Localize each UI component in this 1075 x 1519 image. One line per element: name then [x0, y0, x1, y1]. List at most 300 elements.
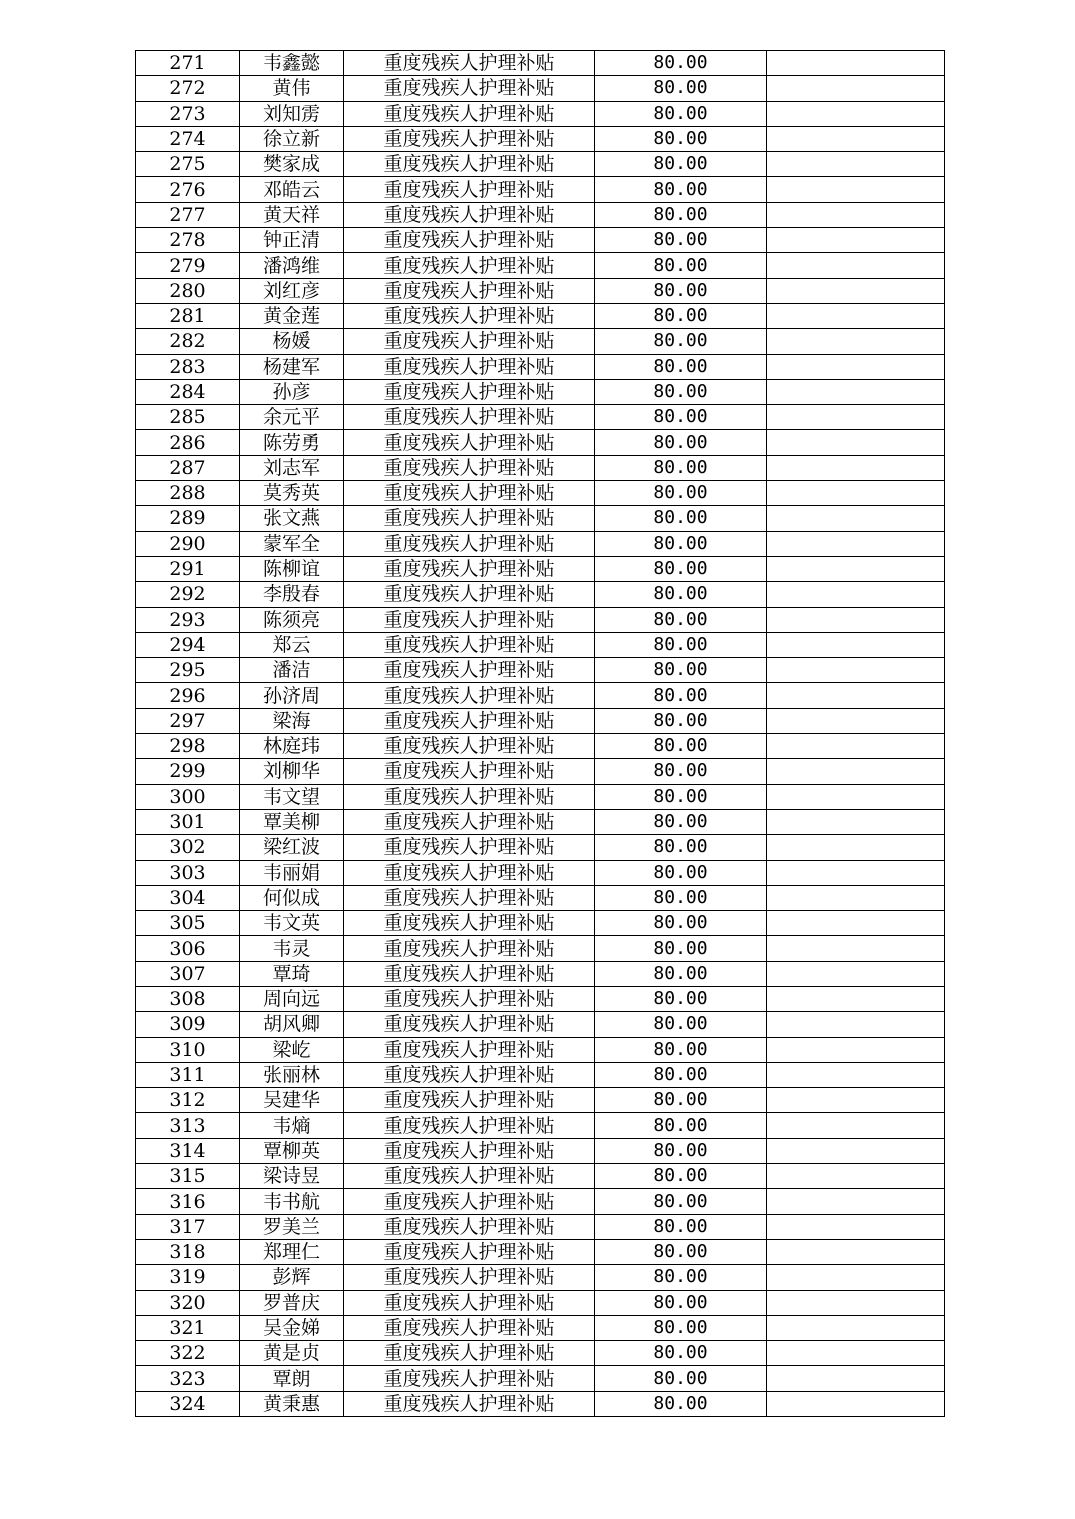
subsidy-type-cell: 重度残疾人护理补贴	[344, 126, 595, 151]
subsidy-type-cell: 重度残疾人护理补贴	[344, 506, 595, 531]
remarks-cell	[767, 152, 945, 177]
subsidy-type-cell: 重度残疾人护理补贴	[344, 253, 595, 278]
remarks-cell	[767, 986, 945, 1011]
amount-cell: 80.00	[595, 1164, 767, 1189]
row-number-cell: 272	[136, 76, 240, 101]
recipient-name-cell: 刘红彦	[240, 278, 344, 303]
row-number-cell: 280	[136, 278, 240, 303]
recipient-name-cell: 樊家成	[240, 152, 344, 177]
recipient-name-cell: 韦文望	[240, 784, 344, 809]
recipient-name-cell: 潘洁	[240, 658, 344, 683]
row-number-cell: 308	[136, 986, 240, 1011]
remarks-cell	[767, 734, 945, 759]
table-row	[136, 354, 945, 379]
table-row	[136, 1189, 945, 1214]
amount-cell: 80.00	[595, 885, 767, 910]
recipient-name-cell: 林庭玮	[240, 734, 344, 759]
amount-cell: 80.00	[595, 1012, 767, 1037]
recipient-name-cell: 周向远	[240, 986, 344, 1011]
subsidy-type-cell: 重度残疾人护理补贴	[344, 303, 595, 328]
row-number-cell: 274	[136, 126, 240, 151]
amount-cell: 80.00	[595, 759, 767, 784]
amount-cell: 80.00	[595, 1062, 767, 1087]
table-row	[136, 1315, 945, 1340]
subsidy-type-cell: 重度残疾人护理补贴	[344, 278, 595, 303]
remarks-cell	[767, 1113, 945, 1138]
remarks-cell	[767, 531, 945, 556]
row-number-cell: 286	[136, 430, 240, 455]
row-number-cell: 273	[136, 101, 240, 126]
subsidy-type-cell: 重度残疾人护理补贴	[344, 1062, 595, 1087]
remarks-cell	[767, 1391, 945, 1416]
amount-cell: 80.00	[595, 1088, 767, 1113]
amount-cell: 80.00	[595, 126, 767, 151]
remarks-cell	[767, 784, 945, 809]
table-row	[136, 1062, 945, 1087]
table-row	[136, 658, 945, 683]
remarks-cell	[767, 430, 945, 455]
table-row	[136, 885, 945, 910]
subsidy-type-cell: 重度残疾人护理补贴	[344, 1138, 595, 1163]
amount-cell: 80.00	[595, 329, 767, 354]
recipient-name-cell: 张文燕	[240, 506, 344, 531]
table-row	[136, 1138, 945, 1163]
row-number-cell: 278	[136, 228, 240, 253]
recipient-name-cell: 黄秉惠	[240, 1391, 344, 1416]
amount-cell: 80.00	[595, 809, 767, 834]
amount-cell: 80.00	[595, 1113, 767, 1138]
remarks-cell	[767, 1214, 945, 1239]
amount-cell: 80.00	[595, 708, 767, 733]
recipient-name-cell: 陈须亮	[240, 607, 344, 632]
recipient-name-cell: 钟正清	[240, 228, 344, 253]
table-row	[136, 936, 945, 961]
recipient-name-cell: 胡风卿	[240, 1012, 344, 1037]
table-row	[136, 1391, 945, 1416]
table-row	[136, 51, 945, 76]
subsidy-type-cell: 重度残疾人护理补贴	[344, 1088, 595, 1113]
row-number-cell: 302	[136, 835, 240, 860]
table-row	[136, 1113, 945, 1138]
row-number-cell: 271	[136, 51, 240, 76]
subsidy-type-cell: 重度残疾人护理补贴	[344, 1189, 595, 1214]
subsidy-table	[135, 50, 945, 1417]
recipient-name-cell: 梁屹	[240, 1037, 344, 1062]
subsidy-type-cell: 重度残疾人护理补贴	[344, 961, 595, 986]
remarks-cell	[767, 329, 945, 354]
remarks-cell	[767, 885, 945, 910]
subsidy-type-cell: 重度残疾人护理补贴	[344, 734, 595, 759]
recipient-name-cell: 郑云	[240, 632, 344, 657]
remarks-cell	[767, 860, 945, 885]
recipient-name-cell: 杨建军	[240, 354, 344, 379]
subsidy-type-cell: 重度残疾人护理补贴	[344, 379, 595, 404]
remarks-cell	[767, 556, 945, 581]
table-row	[136, 632, 945, 657]
recipient-name-cell: 余元平	[240, 405, 344, 430]
subsidy-type-cell: 重度残疾人护理补贴	[344, 101, 595, 126]
table-row	[136, 860, 945, 885]
remarks-cell	[767, 1239, 945, 1264]
table-row	[136, 1012, 945, 1037]
row-number-cell: 322	[136, 1341, 240, 1366]
row-number-cell: 282	[136, 329, 240, 354]
subsidy-type-cell: 重度残疾人护理补贴	[344, 228, 595, 253]
remarks-cell	[767, 607, 945, 632]
recipient-name-cell: 陈劳勇	[240, 430, 344, 455]
table-row	[136, 759, 945, 784]
remarks-cell	[767, 1012, 945, 1037]
recipient-name-cell: 梁红波	[240, 835, 344, 860]
row-number-cell: 291	[136, 556, 240, 581]
table-row	[136, 809, 945, 834]
recipient-name-cell: 彭辉	[240, 1265, 344, 1290]
remarks-cell	[767, 936, 945, 961]
amount-cell: 80.00	[595, 1189, 767, 1214]
amount-cell: 80.00	[595, 278, 767, 303]
subsidy-type-cell: 重度残疾人护理补贴	[344, 51, 595, 76]
table-row	[136, 1088, 945, 1113]
row-number-cell: 283	[136, 354, 240, 379]
subsidy-type-cell: 重度残疾人护理补贴	[344, 1037, 595, 1062]
subsidy-type-cell: 重度残疾人护理补贴	[344, 152, 595, 177]
table-row	[136, 1265, 945, 1290]
recipient-name-cell: 韦丽娟	[240, 860, 344, 885]
amount-cell: 80.00	[595, 152, 767, 177]
remarks-cell	[767, 1138, 945, 1163]
table-row	[136, 1290, 945, 1315]
remarks-cell	[767, 1315, 945, 1340]
amount-cell: 80.00	[595, 1265, 767, 1290]
amount-cell: 80.00	[595, 1391, 767, 1416]
remarks-cell	[767, 177, 945, 202]
row-number-cell: 313	[136, 1113, 240, 1138]
subsidy-table-body	[136, 51, 945, 1417]
amount-cell: 80.00	[595, 455, 767, 480]
amount-cell: 80.00	[595, 911, 767, 936]
recipient-name-cell: 徐立新	[240, 126, 344, 151]
amount-cell: 80.00	[595, 658, 767, 683]
recipient-name-cell: 韦文英	[240, 911, 344, 936]
table-row	[136, 126, 945, 151]
subsidy-type-cell: 重度残疾人护理补贴	[344, 430, 595, 455]
subsidy-type-cell: 重度残疾人护理补贴	[344, 658, 595, 683]
subsidy-type-cell: 重度残疾人护理补贴	[344, 1265, 595, 1290]
subsidy-type-cell: 重度残疾人护理补贴	[344, 481, 595, 506]
table-row	[136, 481, 945, 506]
recipient-name-cell: 黄是贞	[240, 1341, 344, 1366]
subsidy-type-cell: 重度残疾人护理补贴	[344, 784, 595, 809]
remarks-cell	[767, 683, 945, 708]
amount-cell: 80.00	[595, 835, 767, 860]
remarks-cell	[767, 101, 945, 126]
table-row	[136, 1164, 945, 1189]
subsidy-type-cell: 重度残疾人护理补贴	[344, 809, 595, 834]
row-number-cell: 321	[136, 1315, 240, 1340]
recipient-name-cell: 覃朗	[240, 1366, 344, 1391]
subsidy-type-cell: 重度残疾人护理补贴	[344, 1113, 595, 1138]
remarks-cell	[767, 708, 945, 733]
remarks-cell	[767, 354, 945, 379]
remarks-cell	[767, 51, 945, 76]
row-number-cell: 306	[136, 936, 240, 961]
subsidy-type-cell: 重度残疾人护理补贴	[344, 885, 595, 910]
recipient-name-cell: 郑理仁	[240, 1239, 344, 1264]
remarks-cell	[767, 658, 945, 683]
recipient-name-cell: 黄天祥	[240, 202, 344, 227]
table-row	[136, 1037, 945, 1062]
recipient-name-cell: 韦鑫懿	[240, 51, 344, 76]
remarks-cell	[767, 303, 945, 328]
recipient-name-cell: 韦熵	[240, 1113, 344, 1138]
recipient-name-cell: 潘鸿维	[240, 253, 344, 278]
remarks-cell	[767, 1062, 945, 1087]
amount-cell: 80.00	[595, 683, 767, 708]
row-number-cell: 310	[136, 1037, 240, 1062]
row-number-cell: 298	[136, 734, 240, 759]
table-row	[136, 278, 945, 303]
row-number-cell: 288	[136, 481, 240, 506]
row-number-cell: 305	[136, 911, 240, 936]
amount-cell: 80.00	[595, 101, 767, 126]
remarks-cell	[767, 809, 945, 834]
subsidy-type-cell: 重度残疾人护理补贴	[344, 1290, 595, 1315]
amount-cell: 80.00	[595, 76, 767, 101]
amount-cell: 80.00	[595, 632, 767, 657]
recipient-name-cell: 何似成	[240, 885, 344, 910]
recipient-name-cell: 罗普庆	[240, 1290, 344, 1315]
table-row	[136, 430, 945, 455]
row-number-cell: 314	[136, 1138, 240, 1163]
amount-cell: 80.00	[595, 531, 767, 556]
remarks-cell	[767, 632, 945, 657]
subsidy-type-cell: 重度残疾人护理补贴	[344, 607, 595, 632]
remarks-cell	[767, 126, 945, 151]
amount-cell: 80.00	[595, 784, 767, 809]
row-number-cell: 307	[136, 961, 240, 986]
subsidy-type-cell: 重度残疾人护理补贴	[344, 1341, 595, 1366]
table-row	[136, 303, 945, 328]
remarks-cell	[767, 1290, 945, 1315]
amount-cell: 80.00	[595, 405, 767, 430]
row-number-cell: 287	[136, 455, 240, 480]
remarks-cell	[767, 253, 945, 278]
row-number-cell: 276	[136, 177, 240, 202]
row-number-cell: 323	[136, 1366, 240, 1391]
amount-cell: 80.00	[595, 506, 767, 531]
subsidy-type-cell: 重度残疾人护理补贴	[344, 835, 595, 860]
row-number-cell: 301	[136, 809, 240, 834]
subsidy-type-cell: 重度残疾人护理补贴	[344, 1315, 595, 1340]
table-row	[136, 455, 945, 480]
remarks-cell	[767, 961, 945, 986]
table-row	[136, 556, 945, 581]
recipient-name-cell: 黄金莲	[240, 303, 344, 328]
recipient-name-cell: 覃柳英	[240, 1138, 344, 1163]
subsidy-type-cell: 重度残疾人护理补贴	[344, 708, 595, 733]
subsidy-type-cell: 重度残疾人护理补贴	[344, 202, 595, 227]
table-row	[136, 961, 945, 986]
amount-cell: 80.00	[595, 1290, 767, 1315]
table-row	[136, 177, 945, 202]
remarks-cell	[767, 1088, 945, 1113]
remarks-cell	[767, 202, 945, 227]
subsidy-type-cell: 重度残疾人护理补贴	[344, 354, 595, 379]
subsidy-type-cell: 重度残疾人护理补贴	[344, 1214, 595, 1239]
table-row	[136, 911, 945, 936]
remarks-cell	[767, 1366, 945, 1391]
amount-cell: 80.00	[595, 582, 767, 607]
remarks-cell	[767, 1189, 945, 1214]
row-number-cell: 279	[136, 253, 240, 278]
recipient-name-cell: 罗美兰	[240, 1214, 344, 1239]
row-number-cell: 294	[136, 632, 240, 657]
row-number-cell: 275	[136, 152, 240, 177]
remarks-cell	[767, 1265, 945, 1290]
recipient-name-cell: 孙彦	[240, 379, 344, 404]
recipient-name-cell: 刘柳华	[240, 759, 344, 784]
table-row	[136, 202, 945, 227]
amount-cell: 80.00	[595, 481, 767, 506]
subsidy-type-cell: 重度残疾人护理补贴	[344, 860, 595, 885]
remarks-cell	[767, 278, 945, 303]
recipient-name-cell: 陈柳谊	[240, 556, 344, 581]
remarks-cell	[767, 76, 945, 101]
recipient-name-cell: 刘志军	[240, 455, 344, 480]
table-row	[136, 101, 945, 126]
table-row	[136, 531, 945, 556]
recipient-name-cell: 张丽林	[240, 1062, 344, 1087]
row-number-cell: 292	[136, 582, 240, 607]
remarks-cell	[767, 759, 945, 784]
remarks-cell	[767, 1037, 945, 1062]
subsidy-type-cell: 重度残疾人护理补贴	[344, 1391, 595, 1416]
recipient-name-cell: 杨媛	[240, 329, 344, 354]
row-number-cell: 318	[136, 1239, 240, 1264]
recipient-name-cell: 黄伟	[240, 76, 344, 101]
amount-cell: 80.00	[595, 1315, 767, 1340]
subsidy-type-cell: 重度残疾人护理补贴	[344, 1012, 595, 1037]
subsidy-type-cell: 重度残疾人护理补贴	[344, 556, 595, 581]
amount-cell: 80.00	[595, 379, 767, 404]
remarks-cell	[767, 379, 945, 404]
row-number-cell: 290	[136, 531, 240, 556]
remarks-cell	[767, 582, 945, 607]
table-row	[136, 329, 945, 354]
amount-cell: 80.00	[595, 177, 767, 202]
remarks-cell	[767, 1341, 945, 1366]
row-number-cell: 300	[136, 784, 240, 809]
table-row	[136, 683, 945, 708]
subsidy-type-cell: 重度残疾人护理补贴	[344, 759, 595, 784]
row-number-cell: 319	[136, 1265, 240, 1290]
amount-cell: 80.00	[595, 936, 767, 961]
subsidy-type-cell: 重度残疾人护理补贴	[344, 329, 595, 354]
subsidy-type-cell: 重度残疾人护理补贴	[344, 1164, 595, 1189]
subsidy-type-cell: 重度残疾人护理补贴	[344, 177, 595, 202]
row-number-cell: 295	[136, 658, 240, 683]
table-row	[136, 986, 945, 1011]
recipient-name-cell: 吴金娣	[240, 1315, 344, 1340]
recipient-name-cell: 吴建华	[240, 1088, 344, 1113]
recipient-name-cell: 刘知雳	[240, 101, 344, 126]
table-row	[136, 379, 945, 404]
amount-cell: 80.00	[595, 734, 767, 759]
table-row	[136, 835, 945, 860]
amount-cell: 80.00	[595, 1138, 767, 1163]
row-number-cell: 299	[136, 759, 240, 784]
row-number-cell: 293	[136, 607, 240, 632]
amount-cell: 80.00	[595, 354, 767, 379]
row-number-cell: 296	[136, 683, 240, 708]
subsidy-type-cell: 重度残疾人护理补贴	[344, 1366, 595, 1391]
table-row	[136, 784, 945, 809]
row-number-cell: 315	[136, 1164, 240, 1189]
recipient-name-cell: 孙济周	[240, 683, 344, 708]
row-number-cell: 289	[136, 506, 240, 531]
row-number-cell: 312	[136, 1088, 240, 1113]
subsidy-type-cell: 重度残疾人护理补贴	[344, 936, 595, 961]
amount-cell: 80.00	[595, 556, 767, 581]
row-number-cell: 281	[136, 303, 240, 328]
table-row	[136, 708, 945, 733]
recipient-name-cell: 莫秀英	[240, 481, 344, 506]
subsidy-type-cell: 重度残疾人护理补贴	[344, 455, 595, 480]
table-row	[136, 405, 945, 430]
subsidy-type-cell: 重度残疾人护理补贴	[344, 683, 595, 708]
amount-cell: 80.00	[595, 1366, 767, 1391]
row-number-cell: 285	[136, 405, 240, 430]
subsidy-type-cell: 重度残疾人护理补贴	[344, 911, 595, 936]
row-number-cell: 309	[136, 1012, 240, 1037]
row-number-cell: 303	[136, 860, 240, 885]
subsidy-type-cell: 重度残疾人护理补贴	[344, 531, 595, 556]
amount-cell: 80.00	[595, 1341, 767, 1366]
table-row	[136, 582, 945, 607]
table-row	[136, 1214, 945, 1239]
table-row	[136, 228, 945, 253]
row-number-cell: 316	[136, 1189, 240, 1214]
amount-cell: 80.00	[595, 1214, 767, 1239]
row-number-cell: 311	[136, 1062, 240, 1087]
recipient-name-cell: 李殷春	[240, 582, 344, 607]
amount-cell: 80.00	[595, 430, 767, 455]
subsidy-type-cell: 重度残疾人护理补贴	[344, 582, 595, 607]
recipient-name-cell: 韦灵	[240, 936, 344, 961]
row-number-cell: 304	[136, 885, 240, 910]
row-number-cell: 284	[136, 379, 240, 404]
row-number-cell: 317	[136, 1214, 240, 1239]
recipient-name-cell: 蒙军全	[240, 531, 344, 556]
table-row	[136, 1341, 945, 1366]
remarks-cell	[767, 911, 945, 936]
table-row	[136, 76, 945, 101]
remarks-cell	[767, 506, 945, 531]
recipient-name-cell: 韦书航	[240, 1189, 344, 1214]
amount-cell: 80.00	[595, 253, 767, 278]
remarks-cell	[767, 405, 945, 430]
subsidy-type-cell: 重度残疾人护理补贴	[344, 1239, 595, 1264]
table-row	[136, 506, 945, 531]
table-row	[136, 1366, 945, 1391]
amount-cell: 80.00	[595, 607, 767, 632]
amount-cell: 80.00	[595, 228, 767, 253]
amount-cell: 80.00	[595, 860, 767, 885]
subsidy-type-cell: 重度残疾人护理补贴	[344, 632, 595, 657]
recipient-name-cell: 覃美柳	[240, 809, 344, 834]
remarks-cell	[767, 1164, 945, 1189]
amount-cell: 80.00	[595, 202, 767, 227]
